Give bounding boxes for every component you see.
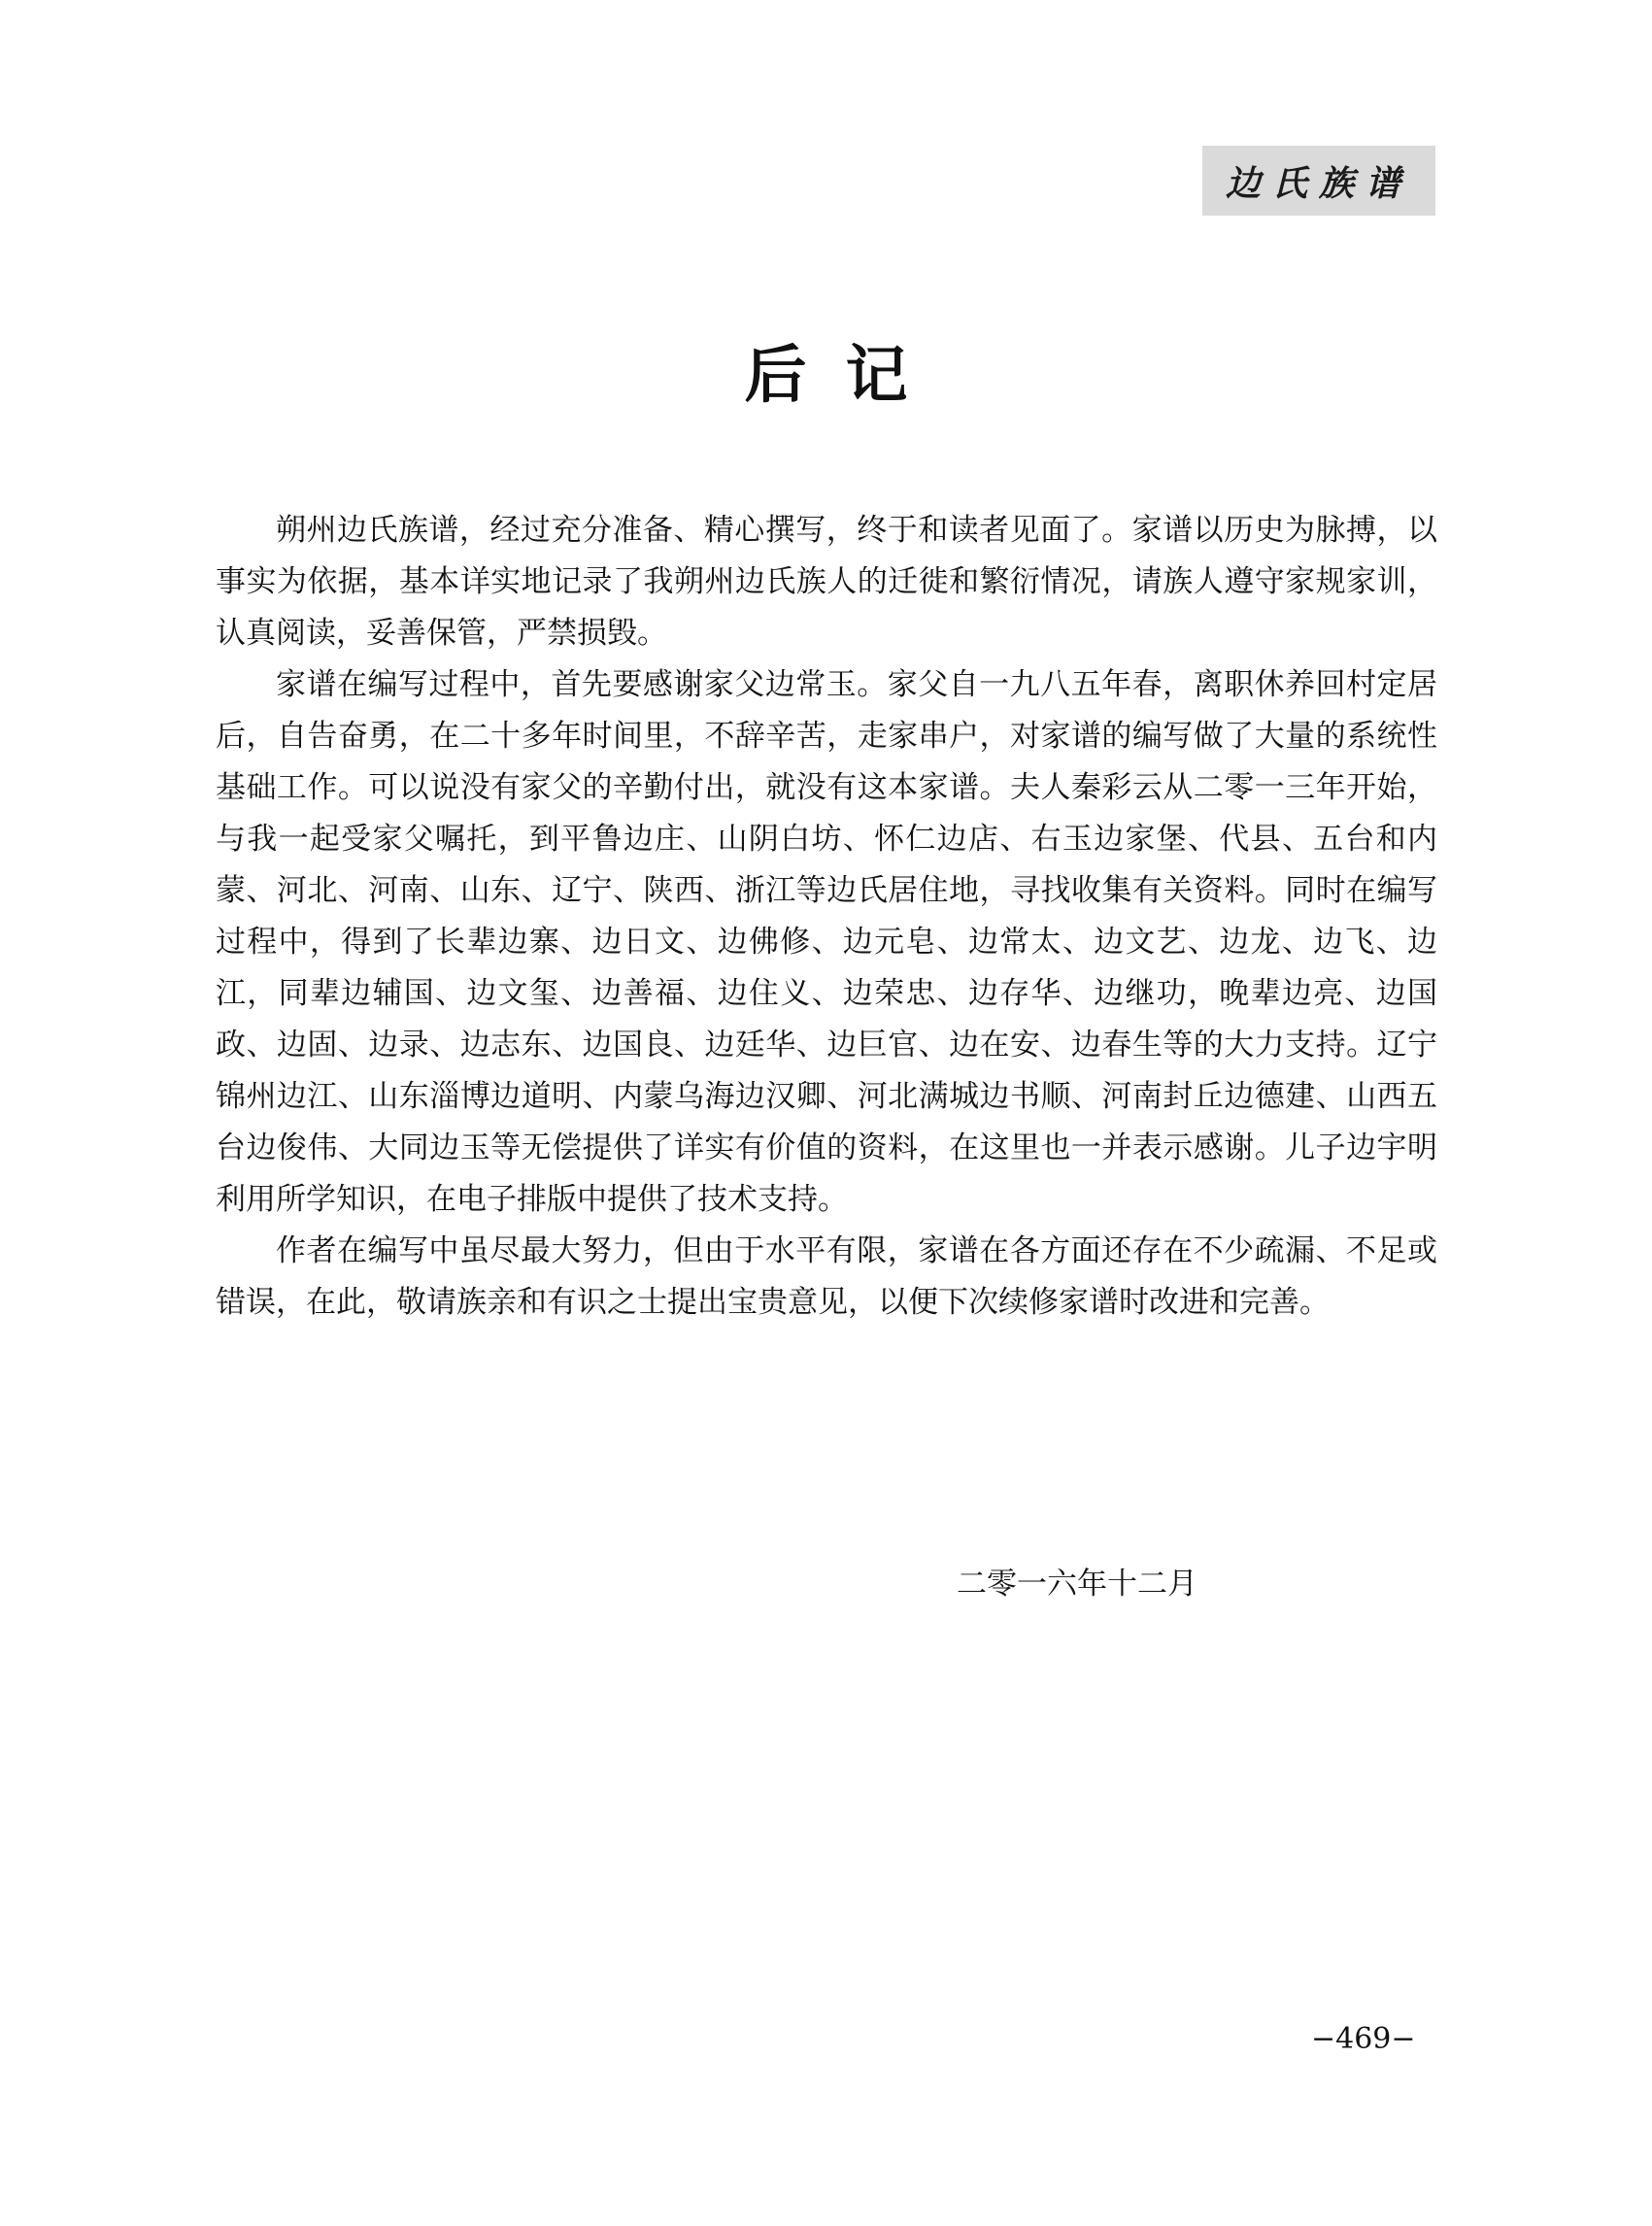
page-title: 后记 xyxy=(744,340,947,412)
signature-date: 二零一六年十二月 xyxy=(957,1567,1197,1602)
book-title-badge: 边氏族谱 xyxy=(1202,146,1435,216)
afterword-body xyxy=(216,505,1437,1329)
paragraph: 家谱在编写过程中，首先要感谢家父边常玉。家父自一九八五年春，离职休养回村定居后，自告奋勇，在二十多年时间里，不辞辛苦，走家串户，对家谱的编写做了大量的系统性基础工作。可以说没有家父的辛勤付出，就没有这本家谱。夫人秦彩云从二零一三年开始，与我一起受家父嘱托，到平鲁边庄、山阴白坊、怀仁边店、右玉边家堡、代县、五台和内蒙、河北、河南、山东、辽宁、陕西、浙江等边氏居住地，寻找收集有关资料。同时在编写过程中，得到了长辈边寨、边日文、边佛修、边元皂、边常太、边文艺、边龙、边飞、边江，同辈边辅国、边文玺、边善福、边住义、边荣忠、边存华、边继功，晚辈边亮、边国政、边固、边录、边志东、边国良、边廷华、边巨官、边在安、边春生等的大力支持。辽宁锦州边江、山东淄博边道明、内蒙乌海边汉卿、河北满城边书顺、河南封丘边德建、山西五台边俊伟、大同边玉等无偿提供了详实有价值的资料，在这里也一并表示感谢。儿子边宇明利用所学知识，在电子排版中提供了技术支持。 xyxy=(216,667,1437,1217)
page-number: −469− xyxy=(1311,2022,1416,2056)
paragraph: 作者在编写中虽尽最大努力，但由于水平有限，家谱在各方面还存在不少疏漏、不足或错误，在此，敬请族亲和有识之士提出宝贵意见，以便下次续修家谱时改进和完善。 xyxy=(216,1233,1437,1320)
paragraph: 朔州边氏族谱，经过充分准备、精心撰写，终于和读者见面了。家谱以历史为脉搏，以事实为依据，基本详实地记录了我朔州边氏族人的迁徙和繁衍情况，请族人遵守家规家训，认真阅读，妥善保管，严禁损毁。 xyxy=(216,513,1437,651)
